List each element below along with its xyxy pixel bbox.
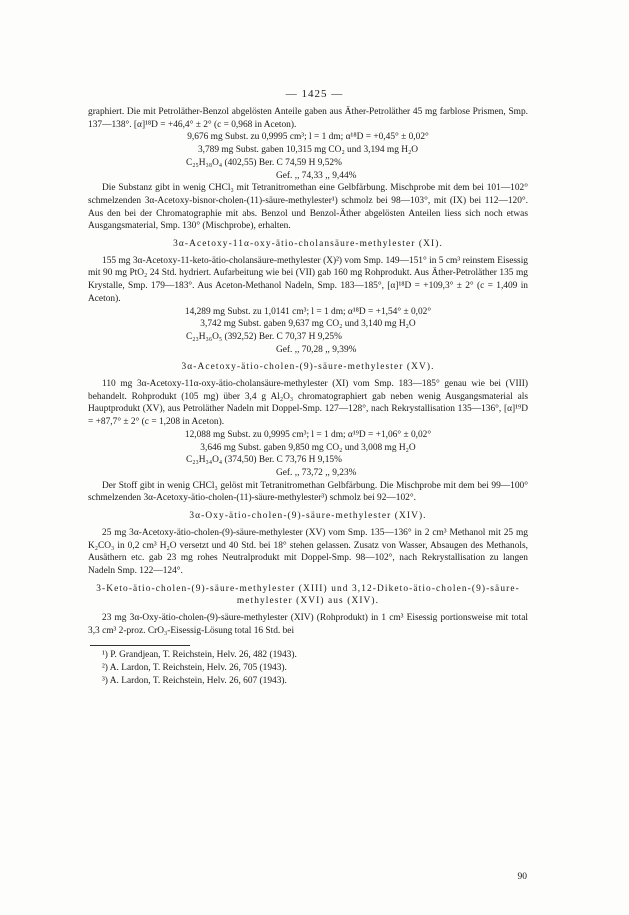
paragraph-continuation: graphiert. Die mit Petroläther-Benzol abgelösten Anteile gaben aus Äther-Petroläther 45 mg farblose Prismen, Smp. 137—138°. [α]¹⁸D = +46,4° ± 2° (c = 0,968 in Aceton). — [88, 107, 528, 130]
formula-found-3: Gef. ,, 73,72 ,, 9,23% — [276, 467, 357, 478]
footnote-text: A. Lardon, T. Reichstein, Helv. 26, 607 (1943). — [109, 675, 287, 686]
section-heading-xiii-xvi: 3-Keto-ätio-cholen-(9)-säure-methylester (XIII) und 3,12-Diketo-ätio-cholen-(9)-säure-methylester (XVI) aus (XIV). — [96, 583, 520, 607]
formula-calc-1: C₂₅H₃₈O₄ (402,55) Ber. C 74,59 H 9,52% — [186, 157, 342, 168]
page-header-number: — 1425 — — [285, 88, 344, 100]
formula-found-2: Gef. ,, 70,28 ,, 9,39% — [276, 344, 357, 355]
footnote-rule — [90, 645, 190, 646]
rotation-measurement-3: 12,088 mg Subst. zu 0,9995 cm³; l = 1 dm; α¹⁹D = +1,06° ± 0,02° — [184, 429, 432, 440]
footnotes — [88, 645, 528, 687]
paragraph-discussion-2: Der Stoff gibt in wenig CHCl₃ gelöst mit Tetranitromethan Gelbfärbung. Die Mischprobe mit dem bei 99—100° schmelzenden 3α-Acetoxy-ätio-cholen-(11)-säure-methylester³) schmolz bei 92—102°. — [88, 480, 528, 504]
footnote-3 — [88, 675, 528, 688]
footnote-mark: ¹) — [102, 650, 108, 661]
formula-found-1: Gef. ,, 74,33 ,, 9,44% — [276, 170, 357, 181]
formula-calc-2: C₂₃H₃₆O₅ (392,52) Ber. C 70,37 H 9,25% — [186, 331, 342, 342]
rotation-measurement-2: 14,289 mg Subst. zu 1,0141 cm³; l = 1 dm; α¹⁸D = +1,54° ± 0,02° — [184, 306, 432, 317]
section-heading-xv: 3α-Acetoxy-ätio-cholen-(9)-säure-methylester (XV). — [181, 362, 435, 373]
footnote-1 — [88, 649, 528, 662]
paragraph-procedure-xiii: 23 mg 3α-Oxy-ätio-cholen-(9)-säure-methylester (XIV) (Rohprodukt) in 1 cm³ Eisessig portionsweise mit total 3,3 cm³ 2-proz. CrO₃-Eisessig-Lösung total 16 Std. bei — [88, 613, 528, 636]
paragraph-discussion-1: Die Substanz gibt in wenig CHCl₃ mit Tetranitromethan eine Gelbfärbung. Mischprobe mit dem bei 101—102° schmelzenden 3α-Acetoxy-bisnor-cholen-(11)-säure-methylester¹) schmolz bei 98—103°, mit (IX) bei 112—120°. Aus den bei der Chromatographie mit abs. Benzol und Benzol-Äther abgelösten Anteilen liess sich noch etwas Ausgangsmaterial, Smp. 130° (Mischprobe), erhalten. — [88, 183, 528, 232]
paragraph-procedure-xiv: 25 mg 3α-Acetoxy-ätio-cholen-(9)-säure-methylester (XV) vom Smp. 135—136° in 2 cm³ Methanol mit 25 mg K₂CO₃ in 0,2 cm³ H₂O versetzt und 40 Std. bei 18° stehen gelassen. Zusatz von Wasser, Absaugen des Methanols, Ausäthern etc. gab 23 mg rohes Neutralprodukt mit Doppel-Smp. 98—102°, nach Rekrystallisation zu langen Nadeln Smp. 122—124°. — [88, 527, 528, 576]
formula-calc-3: C₂₃H₃₄O₄ (374,50) Ber. C 73,76 H 9,15% — [186, 455, 342, 466]
footnote-mark: ²) — [102, 663, 108, 674]
page-folio: 90 — [517, 872, 527, 882]
combustion-analysis-3: 3,646 mg Subst. gaben 9,850 mg CO₂ und 3,008 mg H₂O — [200, 442, 416, 453]
rotation-measurement-1: 9,676 mg Subst. zu 0,9995 cm³; l = 1 dm; α¹⁸D = +0,45° ± 0,02° — [187, 132, 429, 143]
footnote-text: A. Lardon, T. Reichstein, Helv. 26, 705 (1943). — [109, 663, 287, 674]
combustion-analysis-1: 3,789 mg Subst. gaben 10,315 mg CO₂ und 3,194 mg H₂O — [197, 145, 419, 156]
page-body — [88, 88, 528, 688]
footnote-text: P. Grandjean, T. Reichstein, Helv. 26, 482 (1943). — [110, 650, 297, 661]
paragraph-procedure-xi: 155 mg 3α-Acetoxy-11-keto-ätio-cholansäure-methylester (X)²) vom Smp. 149—151° in 5 cm³ reinstem Eisessig mit 90 mg PtO₂ 24 Std. hydriert. Aufarbeitung wie bei (VII) gab 160 mg Rohprodukt. Aus Äther-Petroläther 135 mg Krystalle, Smp. 179—183°. Aus Aceton-Methanol Nadeln, Smp. 183—185°, [α]¹⁸D = +109,3° ± 2° (c = 1,409 in Aceton). — [88, 255, 528, 304]
footnote-2 — [88, 662, 528, 675]
combustion-analysis-2: 3,742 mg Subst. gaben 9,637 mg CO₂ und 3,140 mg H₂O — [200, 319, 416, 330]
paragraph-procedure-xv: 110 mg 3α-Acetoxy-11α-oxy-ätio-cholansäure-methylester (XI) vom Smp. 183—185° genau wie bei (VIII) behandelt. Rohprodukt (105 mg) über 3,4 g Al₂O₃ chromatographiert gab neben wenig Ausgangsmaterial als Hauptprodukt (XV), aus Petroläther Nadeln mit Doppel-Smp. 127—128°, nach Rekrystallisation 135—136°, [α]¹⁹D = +87,7° ± 2° (c = 1,208 in Aceton). — [88, 379, 528, 428]
section-heading-xiv: 3α-Oxy-ätio-cholen-(9)-säure-methylester (XIV). — [189, 511, 427, 522]
footnote-mark: ³) — [102, 675, 108, 686]
section-heading-xi: 3α-Acetoxy-11α-oxy-ätio-cholansäure-methylester (XI). — [173, 239, 443, 250]
